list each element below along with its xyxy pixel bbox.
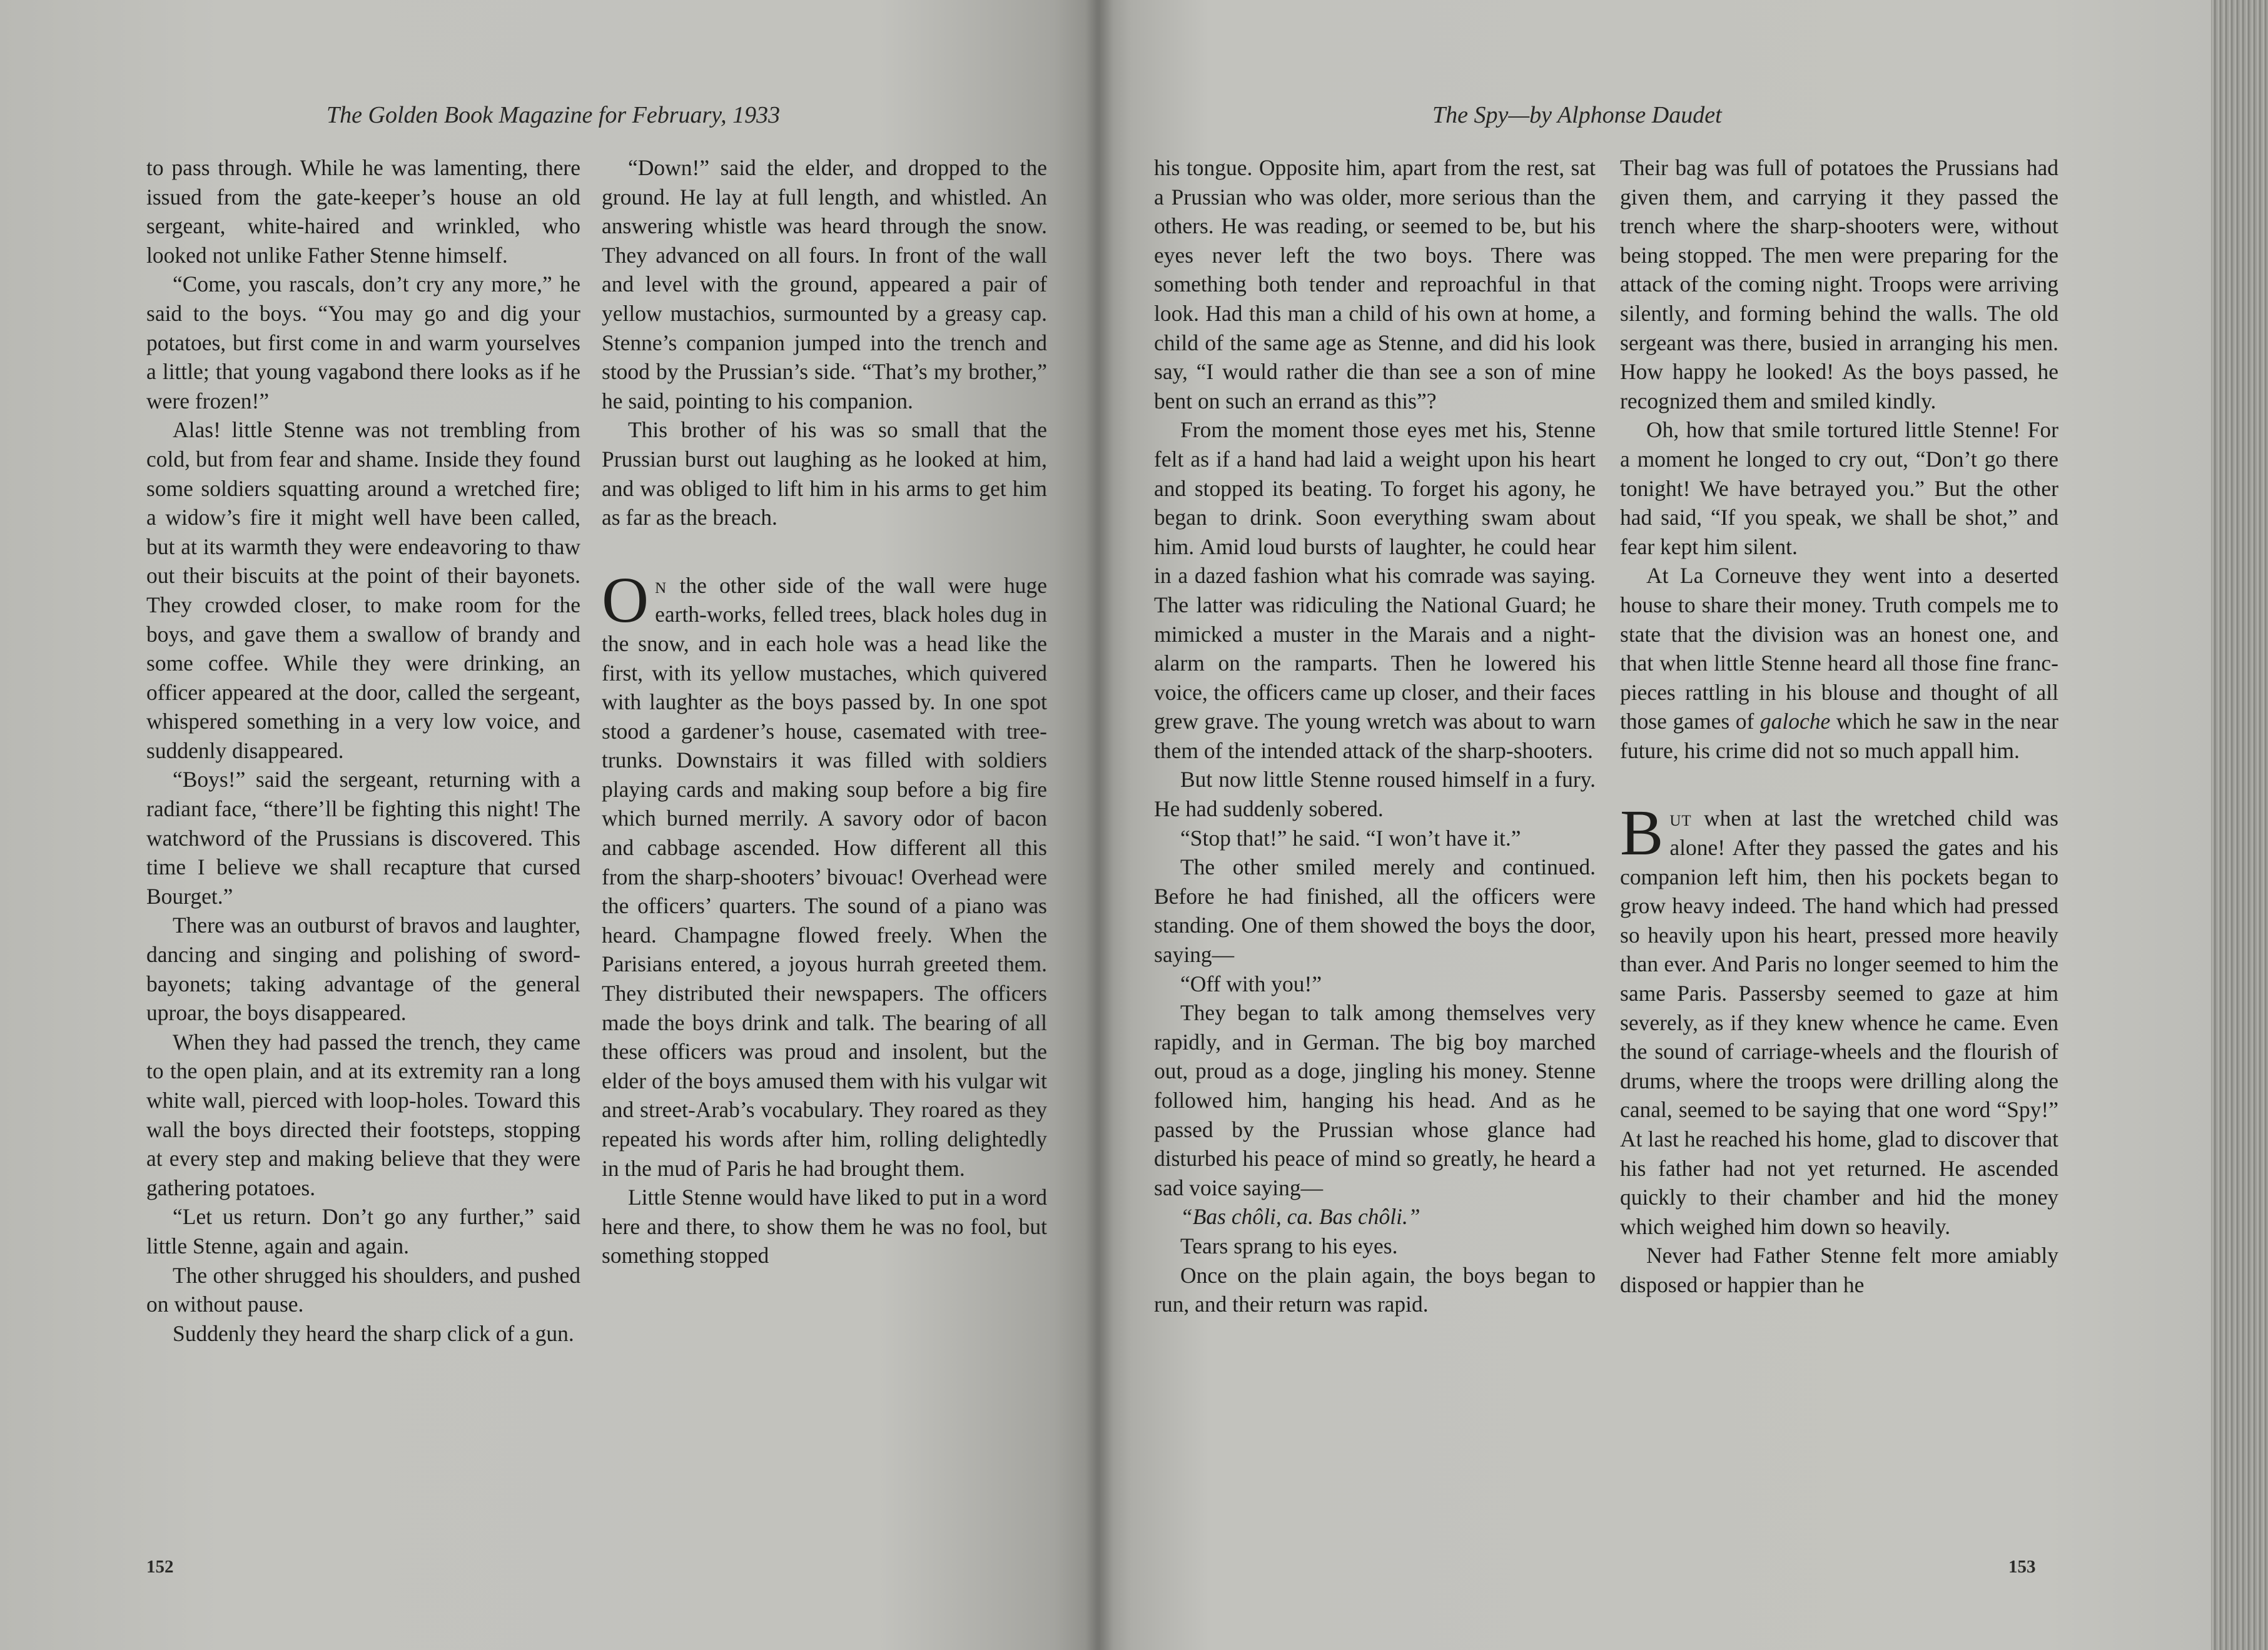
running-head-left: The Golden Book Magazine for February, 1933 <box>327 102 781 128</box>
paragraph: They began to talk among themselves very rapidly, and in German. The big boy marched out, proud as a doge, jingling his money. Stenne followed him, hanging his head. And as he passed by the Prussian whose glance had disturbed his peace of mind so greatly, he heard a sad voice saying— <box>1154 1000 1596 1200</box>
paragraph: The other shrugged his shoulders, and pushed on without pause. <box>146 1262 580 1317</box>
paragraph: Oh, how that smile tortured little Stenne! For a moment he longed to cry out, “Don’t go there tonight! We have betrayed you.” But the other had said, “If you speak, we shall be shot,” and fear kept him silent. <box>1620 417 2058 559</box>
paragraph: From the moment those eyes met his, Stenne felt as if a hand had laid a weight upon his heart and stopped its beating. To forget his agony, he began to drink. Soon everything swam about him. Amid loud bursts of laughter, he could hear in a dazed fashion what his comrade was saying. The latter was ridiculing the National Guard; he mimicked a muster in the Marais and a night-alarm on the ramparts. Then he lowered his voice, the officers came up closer, and their faces grew grave. The young wretch was about to warn them of the intended attack of the sharp-shooters. <box>1154 417 1596 763</box>
section-paragraph <box>1620 797 2058 1241</box>
section-text: the other side of the wall were huge earth-works, felled trees, black holes dug in the snow, and in each hole was a head like the first, with its yellow mustaches, which quivered with laughter as the boys passed by. In one spot stood a gardener’s house, casemated with tree-trunks. Downstairs it was filled with soldiers playing cards and making soup before a big fire which burned merrily. A savory odor of bacon and cabbage ascended. How different all this from the sharp-shooters’ bivouac! Overhead were the officers’ quarters. The sound of a piano was heard. Champagne flowed freely. When the Parisians entered, a joyous hurrah greeted them. They distributed their newspapers. The officers made the boys drink and talk. The bearing of all these officers was proud and insolent, but the elder of the boys amused them with his vulgar wit and street-Arab’s vocabulary. They roared as they repeated his words after him, rolling delightedly in the mud of Paris he had brought them. <box>602 572 1047 1181</box>
paragraph: “Down!” said the elder, and dropped to the ground. He lay at full length, and whistled. An answering whistle was heard through the snow. They advanced on all fours. In front of the wall and level with the ground, appeared a pair of yellow mustachios, surmounted by a greasy cap. Stenne’s companion jumped into the trench and stood by the Prussian’s side. “That’s my brother,” he said, pointing to his companion. <box>602 155 1047 413</box>
paragraph: to pass through. While he was lamenting, there issued from the gate-keeper’s house an old sergeant, white-haired and wrinkled, who looked not unlike Father Stenne himself. <box>146 155 580 268</box>
drop-cap: B <box>1620 797 1664 869</box>
right-page-column-2 <box>1620 153 2058 1300</box>
section-paragraph <box>602 564 1047 1183</box>
paragraph: “Bas chôli, ca. Bas chôli.” <box>1180 1204 1420 1230</box>
paragraph: This brother of his was so small that the Prussian burst out laughing as he looked at him, and was obliged to lift him in his arms to get him as far as the breach. <box>602 417 1047 530</box>
running-head-right: The Spy—by Alphonse Daudet <box>1432 102 1722 128</box>
right-page <box>1098 0 2211 1650</box>
paragraph: But now little Stenne roused himself in a fury. He had suddenly sobered. <box>1154 767 1596 822</box>
page-number-left: 152 <box>146 1557 174 1577</box>
paragraph-text: which he saw in the near future, his crime did not so much appall him. <box>1620 709 2059 763</box>
paragraph <box>1620 561 2058 765</box>
page-edges <box>2211 0 2268 1650</box>
paragraph: Their bag was full of potatoes the Prussians had given them, and carrying it they passed the trench where the sharp-shooters were, without being stopped. The men were preparing for the attack of the coming night. Troops were arriving silently, and forming behind the walls. The old sergeant was there, busied in arranging his men. How happy he looked! As the boys passed, he recognized them and smiled kindly. <box>1620 155 2058 413</box>
paragraph: There was an outburst of bravos and laughter, dancing and singing and polishing of sword-bayonets; taking advantage of the general uproar, the boys disappeared. <box>146 913 580 1026</box>
page-number-right: 153 <box>2008 1557 2036 1577</box>
left-page <box>0 0 1098 1650</box>
paragraph: “Boys!” said the sergeant, returning with a radiant face, “there’ll be fighting this night! The watchword of the Prussians is discovered. This time I believe we shall recapture that cursed Bourget.” <box>146 767 580 909</box>
italic-word: galoche <box>1759 709 1831 734</box>
small-caps-lead: n <box>655 572 667 598</box>
right-page-column-1 <box>1154 153 1596 1319</box>
drop-cap: O <box>602 564 649 636</box>
paragraph: Never had Father Stenne felt more amiably disposed or happier than he <box>1620 1243 2058 1297</box>
paragraph: Alas! little Stenne was not trembling from cold, but from fear and shame. Inside they found some soldiers squatting around a wretched fire; a widow’s fire it might well have been called, but at its warmth they were endeavoring to thaw out their biscuits at the point of their bayonets. They crowded closer, to make room for the boys, and gave them a swallow of brandy and some coffee. While they were drinking, an officer appeared at the door, called the sergeant, whispered something in a very low voice, and suddenly disappeared. <box>146 417 580 763</box>
paragraph: “Off with you!” <box>1180 971 1322 996</box>
paragraph: Once on the plain again, the boys began to run, and their return was rapid. <box>1154 1262 1596 1317</box>
book-gutter <box>1085 0 1113 1650</box>
paragraph: The other smiled merely and continued. Before he had finished, all the officers were standing. One of them showed the boys the door, saying— <box>1154 854 1596 968</box>
paragraph: “Come, you rascals, don’t cry any more,” he said to the boys. “You may go and dig your potatoes, but first come in and warm yourselves a little; that young vagabond there looks as if he were frozen!” <box>146 271 580 413</box>
section-text: when at last the wretched child was alone! After they passed the gates and his companion left him, then his pockets began to grow heavy indeed. The hand which had pressed so heavily upon his heart, pressed more heavily than ever. And Paris no longer seemed to him the same Paris. Passersby seemed to gaze at him severely, as if they knew whence he came. Even the sound of carriage-wheels and the flourish of drums, where the troops were drilling along the canal, seemed to be saying that one word “Spy!” At last he reached his home, glad to discover that his father had not yet returned. He ascended quickly to their chamber and hid the money which weighed him down so heavily. <box>1620 806 2058 1239</box>
paragraph: “Let us return. Don’t go any further,” said little Stenne, again and again. <box>146 1204 580 1258</box>
paragraph: Little Stenne would have liked to put in a word here and there, to show them he was no fool, but something stopped <box>602 1185 1047 1268</box>
paragraph: Tears sprang to his eyes. <box>1180 1233 1398 1258</box>
left-page-column-1 <box>146 153 580 1348</box>
left-page-column-2 <box>602 153 1047 1270</box>
paragraph: his tongue. Opposite him, apart from the rest, sat a Prussian who was older, more serious than the others. He was reading, or seemed to be, but his eyes never left the two boys. There was something both tender and reproachful in that look. Had this man a child of his own at home, a child of the same age as Stenne, and did his look say, “I would rather die than see a son of mine bent on such an errand as this”? <box>1154 155 1596 413</box>
paragraph: Suddenly they heard the sharp click of a gun. <box>173 1320 574 1346</box>
paragraph-text: At La Corneuve they went into a deserted house to share their money. Truth compels me to state that the division was an honest one, and that when little Stenne heard all those fine franc-pieces rattling in his blouse and thought of all those games of <box>1620 563 2058 734</box>
paragraph: When they had passed the trench, they came to the open plain, and at its extremity ran a long white wall, pierced with loop-holes. Toward this wall the boys directed their footsteps, stopping at every step and making believe that they were gathering potatoes. <box>146 1029 580 1200</box>
small-caps-lead: ut <box>1669 806 1692 831</box>
paragraph: “Stop that!” he said. “I won’t have it.” <box>1180 825 1521 851</box>
